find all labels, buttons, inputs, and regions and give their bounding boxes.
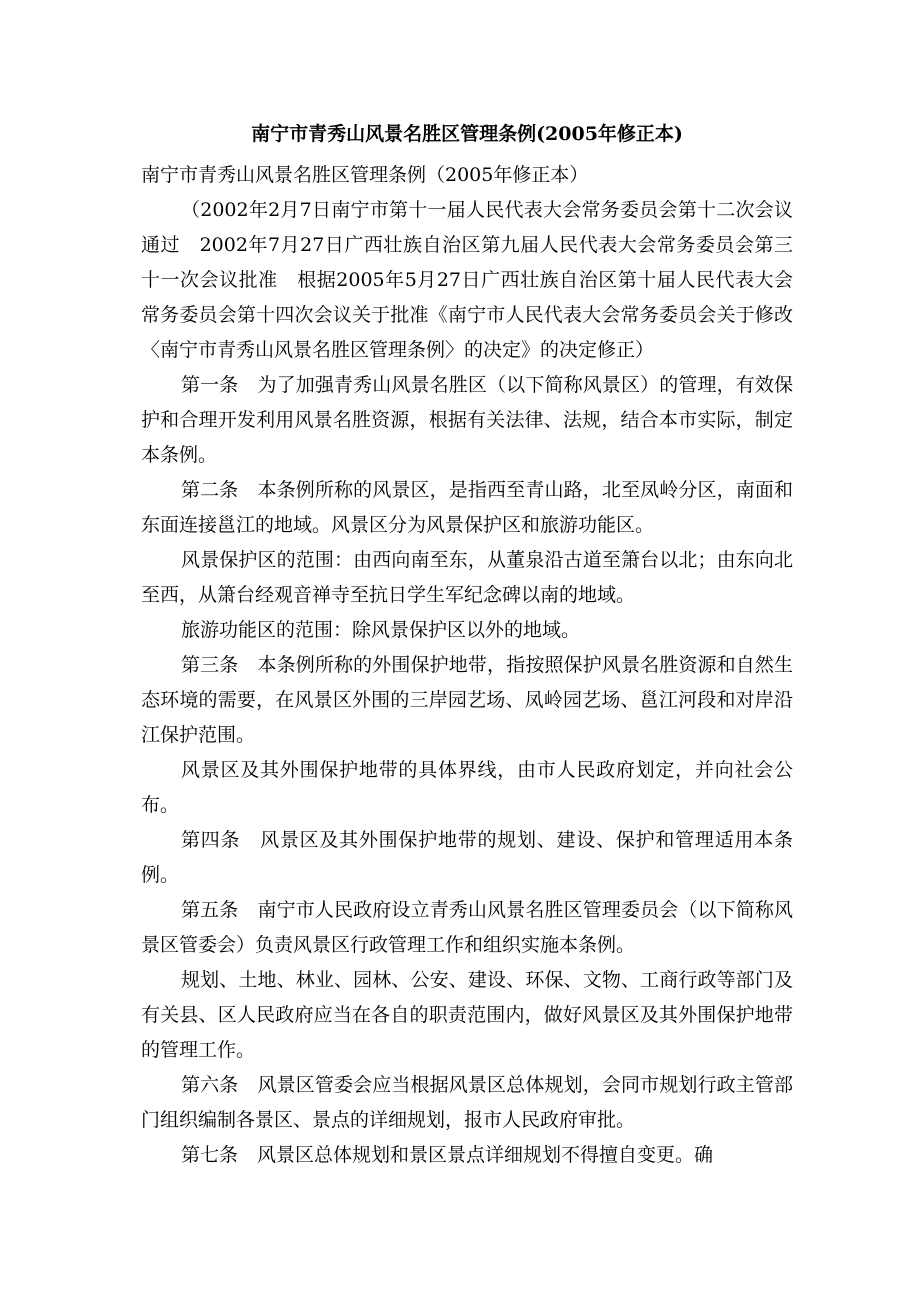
paragraph-article-2: 第二条 本条例所称的风景区，是指西至青山路，北至凤岭分区，南面和东面连接邕江的地域。风景区分为风景保护区和旅游功能区。 xyxy=(141,479,793,536)
paragraph-preamble: （2002年2月7日南宁市第十一届人民代表大会常务委员会第十二次会议通过 2002年7月27日广西壮族自治区第九届人民代表大会常务委员会第三十一次会议批准 根据2005年5月27日广西壮族自治区第十届人民代表大会常务委员会第十四次会议关于批准《南宁市人民代表大会常务委员会关于修改〈南宁市青秀山风景名胜区管理条例〉的决定》的决定修正） xyxy=(141,199,793,361)
document-page xyxy=(141,118,793,1173)
paragraph-article-6: 第六条 风景区管委会应当根据风景区总体规划，会同市规划行政主管部门组织编制各景区、景点的详细规划，报市人民政府审批。 xyxy=(141,1074,793,1131)
paragraph-article-5: 第五条 南宁市人民政府设立青秀山风景名胜区管理委员会（以下简称风景区管委会）负责风景区行政管理工作和组织实施本条例。 xyxy=(141,899,793,956)
document-title: 南宁市青秀山风景名胜区管理条例(2005年修正本) xyxy=(251,123,683,145)
document-subtitle: 南宁市青秀山风景名胜区管理条例（2005年修正本） xyxy=(141,164,589,186)
paragraph-scenic-protection-zone: 风景保护区的范围：由西向南至东，从董泉沿古道至箫台以北；由东向北至西，从箫台经观音禅寺至抗日学生军纪念碑以南的地域。 xyxy=(141,549,793,606)
paragraph-article-7: 第七条 风景区总体规划和景区景点详细规划不得擅自变更。确 xyxy=(181,1144,714,1166)
paragraph-departments: 规划、土地、林业、园林、公安、建设、环保、文物、工商行政等部门及有关县、区人民政府应当在各自的职责范围内，做好风景区及其外围保护地带的管理工作。 xyxy=(141,969,793,1061)
paragraph-boundary: 风景区及其外围保护地带的具体界线，由市人民政府划定，并向社会公布。 xyxy=(141,759,793,816)
paragraph-tourism-zone: 旅游功能区的范围：除风景保护区以外的地域。 xyxy=(181,619,581,641)
paragraph-article-4: 第四条 风景区及其外围保护地带的规划、建设、保护和管理适用本条例。 xyxy=(141,829,793,886)
paragraph-article-3: 第三条 本条例所称的外围保护地带，指按照保护风景名胜资源和自然生态环境的需要，在风景区外围的三岸园艺场、凤岭园艺场、邕江河段和对岸沿江保护范围。 xyxy=(141,654,793,746)
paragraph-article-1: 第一条 为了加强青秀山风景名胜区（以下简称风景区）的管理，有效保护和合理开发利用风景名胜资源，根据有关法律、法规，结合本市实际，制定本条例。 xyxy=(141,374,793,466)
